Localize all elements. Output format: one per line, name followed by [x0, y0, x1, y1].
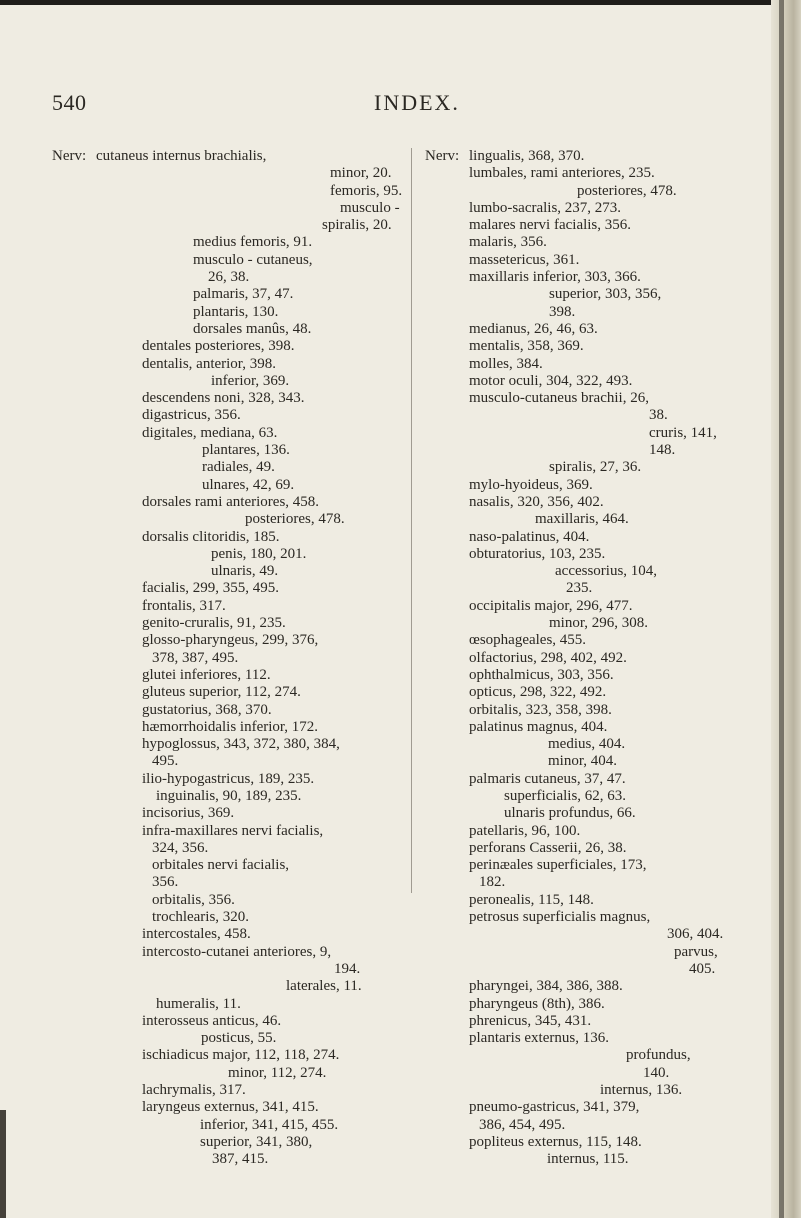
index-entry: [425, 632, 763, 649]
index-entry: [52, 684, 402, 701]
entry-text: massetericus, 361.: [469, 251, 580, 268]
index-entry: [425, 788, 763, 805]
entry-text: pharyngei, 384, 386, 388.: [469, 978, 623, 995]
entry-text: perinæales superficiales, 173,: [469, 857, 647, 874]
entry-text: palmaris, 37, 47.: [193, 286, 294, 303]
index-entry: [425, 650, 763, 667]
entry-text: minor, 112, 274.: [228, 1064, 327, 1081]
index-entry: [52, 165, 402, 182]
index-entry: [52, 840, 402, 857]
entry-text: inguinalis, 90, 189, 235.: [156, 787, 302, 804]
entry-text: 194.: [334, 960, 361, 977]
entry-text: descendens noni, 328, 343.: [142, 390, 305, 407]
index-entry: [425, 425, 763, 442]
entry-text: 386, 454, 495.: [479, 1116, 566, 1133]
index-entry: [425, 407, 763, 424]
index-entry: [52, 1134, 402, 1151]
index-entry: [52, 1030, 402, 1047]
index-entry: [52, 667, 402, 684]
index-entry: [52, 788, 402, 805]
entry-text: gluteus superior, 112, 274.: [142, 684, 301, 701]
entry-text: frontalis, 317.: [142, 597, 226, 614]
index-entry: [425, 978, 763, 995]
entry-text: ophthalmicus, 303, 356.: [469, 666, 614, 683]
index-entry: [52, 719, 402, 736]
index-entry: [52, 425, 402, 442]
index-entry: [52, 494, 402, 511]
index-entry: [52, 1082, 402, 1099]
entry-text: dentales posteriores, 398.: [142, 338, 295, 355]
index-entry: [425, 1047, 763, 1064]
index-entry: [52, 944, 402, 961]
index-entry: [425, 615, 763, 632]
index-entry: [52, 546, 402, 563]
index-entry: [52, 373, 402, 390]
index-entry: [425, 1151, 763, 1168]
entry-text: penis, 180, 201.: [211, 545, 307, 562]
index-entry: [425, 529, 763, 546]
index-entry: [52, 1065, 402, 1082]
entry-text: inferior, 341, 415, 455.: [200, 1116, 339, 1133]
index-entry: [425, 944, 763, 961]
index-entry: [425, 338, 763, 355]
entry-text: minor, 296, 308.: [549, 615, 648, 632]
index-entry: [52, 926, 402, 943]
index-entry: [52, 252, 402, 269]
index-entry: [425, 373, 763, 390]
entry-text: ilio-hypogastricus, 189, 235.: [142, 770, 315, 787]
entry-text: dorsalis clitoridis, 185.: [142, 528, 280, 545]
index-entry: [425, 961, 763, 978]
index-entry: [52, 650, 402, 667]
entry-text: motor oculi, 304, 322, 493.: [469, 372, 633, 389]
entry-text: radiales, 49.: [202, 459, 275, 476]
index-entry: [425, 183, 763, 200]
entry-text: 324, 356.: [152, 839, 209, 856]
entry-text: 387, 415.: [212, 1151, 269, 1168]
index-entry: [52, 183, 402, 200]
entry-text: orbitales nervi facialis,: [152, 857, 290, 874]
entry-text: maxillaris, 464.: [535, 511, 629, 528]
entry-text: incisorius, 369.: [142, 805, 235, 822]
index-entry: [52, 961, 402, 978]
entry-text: petrosus superficialis magnus,: [469, 909, 651, 926]
entry-text: profundus,: [626, 1047, 691, 1064]
page-number: 540: [52, 90, 87, 115]
entry-text: 182.: [479, 874, 506, 891]
index-entry: [52, 580, 402, 597]
index-entry: [52, 736, 402, 753]
entry-text: glutei inferiores, 112.: [142, 666, 271, 683]
entry-text: cutaneus internus brachialis,: [96, 148, 267, 164]
index-entry: [52, 874, 402, 891]
entry-text: 306, 404.: [667, 926, 724, 943]
entry-text: mylo-hyoideus, 369.: [469, 476, 593, 493]
index-entry: [425, 823, 763, 840]
entry-text: molles, 384.: [469, 355, 543, 372]
index-entry: [425, 477, 763, 494]
index-entry: [52, 1151, 402, 1168]
index-entry: [425, 442, 763, 459]
entry-text: digastricus, 356.: [142, 407, 241, 424]
index-entry: [52, 771, 402, 788]
index-entry: [425, 1117, 763, 1134]
index-entry: [425, 996, 763, 1013]
index-entry: [52, 996, 402, 1013]
entry-text: dorsales rami anteriores, 458.: [142, 493, 320, 510]
index-entry: [425, 269, 763, 286]
index-entry: [425, 753, 763, 770]
index-entry: [425, 1013, 763, 1030]
entry-text: hæmorrhoidalis inferior, 172.: [142, 718, 319, 735]
index-entry: [52, 304, 402, 321]
entry-text: patellaris, 96, 100.: [469, 822, 581, 839]
index-entry: [52, 511, 402, 528]
index-entry: [52, 529, 402, 546]
index-entry: [425, 840, 763, 857]
index-entry: [425, 234, 763, 251]
index-entry: [425, 286, 763, 303]
entry-text: laterales, 11.: [286, 978, 362, 995]
entry-text: orbitalis, 356.: [152, 891, 235, 908]
index-entry: [425, 580, 763, 597]
index-entry: [425, 494, 763, 511]
entry-text: facialis, 299, 355, 495.: [142, 580, 280, 597]
entry-text: glosso-pharyngeus, 299, 376,: [142, 632, 319, 649]
entry-text: mentalis, 358, 369.: [469, 338, 584, 355]
index-entry: [52, 148, 402, 165]
entry-text: 140.: [643, 1064, 670, 1081]
index-entry: [425, 563, 763, 580]
entry-text: pneumo-gastricus, 341, 379,: [469, 1099, 640, 1116]
left-edge-mark: [0, 1110, 6, 1218]
index-entry: [425, 1065, 763, 1082]
entry-text: malaris, 356.: [469, 234, 547, 251]
entry-text: phrenicus, 345, 431.: [469, 1012, 592, 1029]
index-entry: [425, 321, 763, 338]
entry-text: gustatorius, 368, 370.: [142, 701, 272, 718]
index-entry: [425, 252, 763, 269]
entry-text: maxillaris inferior, 303, 366.: [469, 269, 641, 286]
entry-text: nasalis, 320, 356, 402.: [469, 493, 604, 510]
entry-text: plantaris, 130.: [193, 303, 279, 320]
entry-text: interosseus anticus, 46.: [142, 1012, 282, 1029]
entry-text: malares nervi facialis, 356.: [469, 217, 632, 234]
entry-text: femoris, 95.: [330, 182, 403, 199]
entry-text: internus, 136.: [600, 1082, 683, 1099]
index-entry: [52, 823, 402, 840]
index-entry: [425, 702, 763, 719]
page-header: [0, 90, 801, 120]
entry-text: superior, 303, 356,: [549, 286, 662, 303]
index-entry: [52, 321, 402, 338]
entry-text: plantaris externus, 136.: [469, 1030, 609, 1047]
index-entry: [425, 1030, 763, 1047]
entry-heading-label: Nerv:: [425, 148, 460, 164]
index-entry: [52, 407, 402, 424]
index-entry: [425, 511, 763, 528]
entry-text: lumbo-sacralis, 237, 273.: [469, 199, 622, 216]
index-entry: [52, 702, 402, 719]
index-entry: [425, 1082, 763, 1099]
index-entry: [425, 390, 763, 407]
entry-text: occipitalis major, 296, 477.: [469, 597, 633, 614]
entry-text: ulnaris profundus, 66.: [504, 805, 636, 822]
entry-text: minor, 404.: [548, 753, 617, 770]
index-entry: [425, 736, 763, 753]
index-column-right: [425, 148, 763, 1169]
entry-heading-label: Nerv:: [52, 148, 87, 164]
entry-text: ischiadicus major, 112, 118, 274.: [142, 1047, 340, 1064]
index-entry: [52, 892, 402, 909]
entry-text: 398.: [549, 303, 576, 320]
entry-text: inferior, 369.: [211, 372, 290, 389]
index-entry: [425, 356, 763, 373]
index-entry: [52, 459, 402, 476]
entry-text: trochlearis, 320.: [152, 909, 250, 926]
entry-text: ulnaris, 49.: [211, 563, 279, 580]
index-entry: [52, 857, 402, 874]
entry-text: musculo -: [340, 199, 400, 216]
entry-text: spiralis, 27, 36.: [549, 459, 642, 476]
entry-text: musculo - cutaneus,: [193, 251, 313, 268]
binding-shadow: [779, 0, 784, 1218]
entry-text: parvus,: [674, 943, 718, 960]
index-entry: [425, 805, 763, 822]
entry-text: lingualis, 368, 370.: [469, 148, 585, 164]
index-entry: [425, 1134, 763, 1151]
entry-text: obturatorius, 103, 235.: [469, 545, 606, 562]
entry-text: posteriores, 478.: [245, 511, 345, 528]
entry-text: internus, 115.: [547, 1151, 629, 1168]
index-entry: [425, 459, 763, 476]
entry-text: accessorius, 104,: [555, 563, 658, 580]
index-entry: [425, 148, 763, 165]
index-entry: [425, 200, 763, 217]
entry-text: lumbales, rami anteriores, 235.: [469, 165, 655, 182]
index-entry: [52, 563, 402, 580]
index-entry: [425, 684, 763, 701]
index-entry: [52, 753, 402, 770]
index-entry: [52, 909, 402, 926]
entry-text: spiralis, 20.: [322, 217, 392, 234]
index-entry: [52, 442, 402, 459]
index-entry: [52, 632, 402, 649]
entry-text: hypoglossus, 343, 372, 380, 384,: [142, 736, 340, 753]
entry-text: superficialis, 62, 63.: [504, 787, 627, 804]
entry-text: 26, 38.: [208, 269, 250, 286]
entry-text: digitales, mediana, 63.: [142, 424, 278, 441]
entry-text: popliteus externus, 115, 148.: [469, 1133, 642, 1150]
entry-text: superior, 341, 380,: [200, 1133, 313, 1150]
entry-text: genito-cruralis, 91, 235.: [142, 615, 286, 632]
entry-text: cruris, 141,: [649, 424, 717, 441]
column-divider: [411, 148, 412, 893]
index-entry: [52, 978, 402, 995]
entry-text: musculo-cutaneus brachii, 26,: [469, 390, 649, 407]
entry-text: ulnares, 42, 69.: [202, 476, 295, 493]
index-entry: [52, 269, 402, 286]
page-binding-edge: [771, 0, 801, 1218]
entry-text: olfactorius, 298, 402, 492.: [469, 649, 627, 666]
index-entry: [52, 598, 402, 615]
entry-text: laryngeus externus, 341, 415.: [142, 1099, 319, 1116]
entry-text: infra-maxillares nervi facialis,: [142, 822, 324, 839]
entry-text: plantares, 136.: [202, 442, 290, 459]
entry-text: 405.: [689, 960, 716, 977]
entry-text: perforans Casserii, 26, 38.: [469, 839, 627, 856]
index-entry: [425, 892, 763, 909]
index-entry: [425, 217, 763, 234]
entry-text: minor, 20.: [330, 165, 392, 182]
entry-text: 495.: [152, 753, 179, 770]
entry-text: medius, 404.: [548, 736, 626, 753]
entry-text: palatinus magnus, 404.: [469, 718, 608, 735]
index-entry: [425, 546, 763, 563]
index-entry: [425, 1099, 763, 1116]
index-entry: [52, 805, 402, 822]
entry-text: pharyngeus (8th), 386.: [469, 995, 605, 1012]
entry-text: 235.: [566, 580, 593, 597]
index-entry: [425, 909, 763, 926]
page-title: INDEX.: [374, 90, 460, 115]
entry-text: 378, 387, 495.: [152, 649, 239, 666]
index-entry: [52, 356, 402, 373]
index-entry: [52, 1013, 402, 1030]
index-entry: [425, 165, 763, 182]
index-entry: [52, 615, 402, 632]
index-entry: [52, 234, 402, 251]
entry-text: intercosto-cutanei anteriores, 9,: [142, 943, 332, 960]
entry-text: œsophageales, 455.: [469, 632, 587, 649]
index-entry: [52, 1099, 402, 1116]
entry-text: opticus, 298, 322, 492.: [469, 684, 607, 701]
entry-text: posteriores, 478.: [577, 182, 677, 199]
index-entry: [52, 1117, 402, 1134]
index-column-left: [52, 148, 402, 1169]
index-entry: [425, 598, 763, 615]
index-entry: [425, 857, 763, 874]
entry-text: medius femoris, 91.: [193, 234, 313, 251]
entry-text: intercostales, 458.: [142, 926, 251, 943]
entry-text: medianus, 26, 46, 63.: [469, 320, 598, 337]
entry-text: dorsales manûs, 48.: [193, 320, 312, 337]
top-edge-line: [0, 0, 801, 5]
index-entry: [52, 286, 402, 303]
entry-text: naso-palatinus, 404.: [469, 528, 590, 545]
entry-text: dentalis, anterior, 398.: [142, 355, 276, 372]
index-entry: [52, 217, 402, 234]
entry-text: lachrymalis, 317.: [142, 1082, 246, 1099]
entry-text: 148.: [649, 442, 676, 459]
index-entry: [425, 304, 763, 321]
entry-text: posticus, 55.: [201, 1030, 277, 1047]
entry-text: orbitalis, 323, 358, 398.: [469, 701, 612, 718]
index-entry: [425, 771, 763, 788]
index-entry: [52, 390, 402, 407]
entry-text: humeralis, 11.: [156, 995, 241, 1012]
entry-text: 356.: [152, 874, 179, 891]
index-entry: [425, 926, 763, 943]
index-entry: [52, 338, 402, 355]
index-entry: [52, 477, 402, 494]
entry-text: 38.: [649, 407, 668, 424]
entry-text: peronealis, 115, 148.: [469, 891, 594, 908]
index-entry: [425, 667, 763, 684]
index-entry: [52, 1047, 402, 1064]
index-entry: [425, 719, 763, 736]
entry-text: palmaris cutaneus, 37, 47.: [469, 770, 626, 787]
index-entry: [425, 874, 763, 891]
index-entry: [52, 200, 402, 217]
